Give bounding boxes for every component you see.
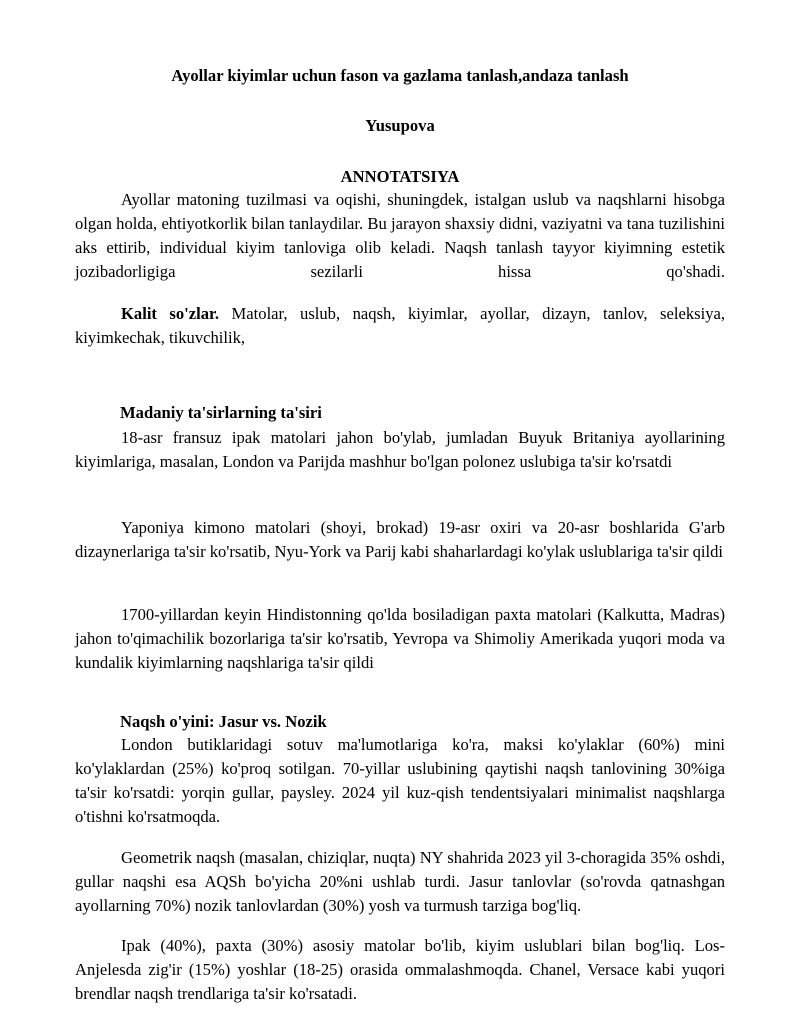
abstract-heading: ANNOTATSIYA [340, 167, 460, 186]
keywords-label: Kalit so'zlar. [121, 304, 220, 323]
abstract-paragraph: Ayollar matoning tuzilmasi va oqishi, shuningdek, istalgan uslub va naqshlarni hisobga olgan holda, ehtiyotkorlik bilan tanlaydilar. Bu jarayon shaxsiy didni, vaziyatni va tana tuzilishini aks ettirib, individual kiyim tanloviga olib keladi. Naqsh tanlash tayyor kiyimning estetik jozibadorligiga sezilarli hissa qo'shadi. [75, 190, 725, 281]
paragraph-india-cotton: 1700-yillardan keyin Hindistonning qo'lda bosiladigan paxta matolari (Kalkutta, Madras) jahon to'qimachilik bozorlariga ta'sir ko'rsatib, Yevropa va Shimoliy Amerikada yuqori moda va kundalik kiyimlarning naqshlariga ta'sir qildi [75, 605, 725, 672]
paragraph-japan-kimono: Yaponiya kimono matolari (shoyi, brokad) 19-asr oxiri va 20-asr boshlarida G'arb dizaynerlariga ta'sir ko'rsatib, Nyu-York va Parij kabi shaharlardagi ko'ylak uslublariga ta'sir qildi [75, 518, 725, 561]
keywords-paragraph [75, 302, 725, 350]
paragraph-london-sales: London butiklaridagi sotuv ma'lumotlariga ko'ra, maksi ko'ylaklar (60%) mini ko'ylaklardan (25%) ko'proq sotilgan. 70-yillar uslubining qaytishi naqsh tanlovining 30%iga ta'sir ko'rsatdi: yorqin gullar, paysley. 2024 yil kuz-qish tendentsiyalari minimalist naqshlarga o'tishni ko'rsatmoqda. [75, 735, 725, 826]
paragraph-geometric-pattern: Geometrik naqsh (masalan, chiziqlar, nuqta) NY shahrida 2023 yil 3-choragida 35% oshdi, gullar naqshi esa AQSh bo'yicha 20%ni ushlab turdi. Jasur tanlovlar (so'rovda qatnashgan ayollarning 70%) nozik tanlovlardan (30%) yosh va turmush tarziga bog'liq. [75, 848, 725, 915]
paragraph-french-silk: 18-asr fransuz ipak matolari jahon bo'ylab, jumladan Buyuk Britaniya ayollarining kiyimlariga, masalan, London va Parijda mashhur bo'lgan polonez uslubiga ta'sir ko'rsatdi [75, 428, 725, 471]
section-heading-pattern: Naqsh o'yini: Jasur vs. Nozik [120, 712, 327, 731]
paragraph-fabrics: Ipak (40%), paxta (30%) asosiy matolar bo'lib, kiyim uslublari bilan bog'liq. Los-Anjelesda zig'ir (15%) yoshlar (18-25) orasida ommalashmoqda. Chanel, Versace kabi yuqori brendlar naqsh trendlariga ta'sir ko'rsatadi. [75, 936, 725, 1003]
section-heading-cultural: Madaniy ta'sirlarning ta'siri [120, 403, 322, 422]
paper-title: Ayollar kiyimlar uchun fason va gazlama tanlash,andaza tanlash [171, 66, 629, 85]
keywords-list: Matolar, uslub, naqsh, kiyimlar, ayollar, dizayn, tanlov, seleksiya, kiyimkechak, tikuvchilik, [75, 304, 726, 347]
author-name: Yusupova [365, 116, 435, 135]
